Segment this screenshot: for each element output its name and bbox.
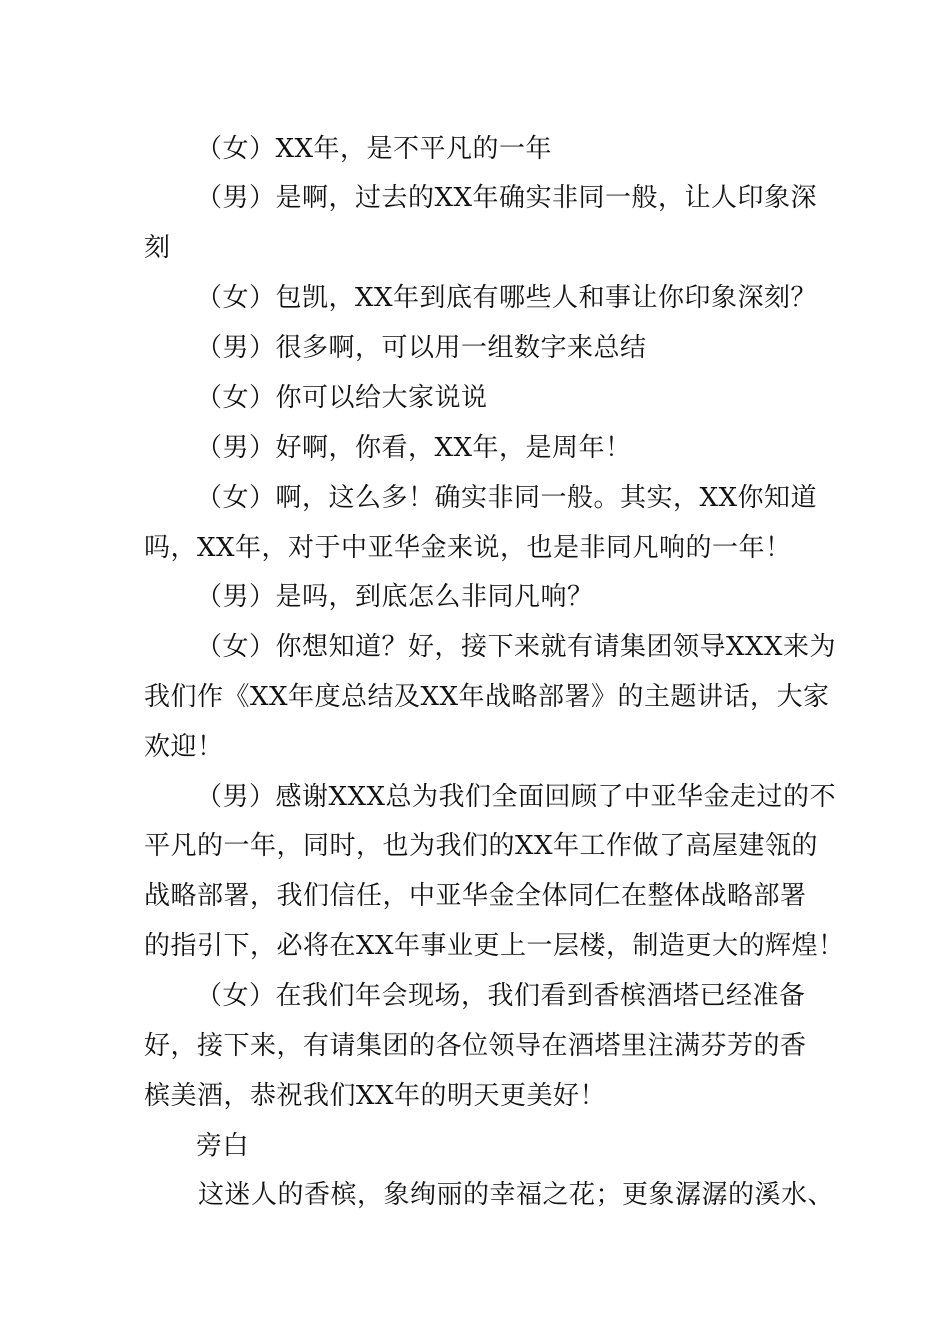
text-line: （男）是吗，到底怎么非同凡响？ [196, 582, 594, 612]
text-line: （女）啊，这么多！确实非同一般。其实，XX你知道 [196, 483, 818, 513]
text-line: （女）包凯，XX年到底有哪些人和事让你印象深刻？ [196, 283, 818, 313]
text-line: 平凡的一年，同时，也为我们的XX年工作做了高屋建瓴的 [144, 831, 819, 861]
text-line: 这迷人的香槟，象绚丽的幸福之花；更象潺潺的溪水、 [198, 1180, 835, 1210]
section-label-narration: 旁白 [196, 1131, 250, 1161]
text-line: （男）是啊，过去的XX年确实非同一般，让人印象深 [196, 183, 818, 213]
text-line: 的指引下，必将在XX年事业更上一层楼，制造更大的辉煌！ [144, 931, 845, 961]
text-line: （男）好啊，你看，XX年，是周年！ [196, 433, 632, 463]
text-line: 我们作《XX年度总结及XX年战略部署》的主题讲话，大家 [144, 682, 830, 712]
text-line: 吗，XX年，对于中亚华金来说，也是非同凡响的一年！ [144, 533, 792, 563]
text-line: （女）在我们年会现场，我们看到香槟酒塔已经准备 [196, 981, 806, 1011]
text-line: （女）你想知道？好，接下来就有请集团领导XXX来为 [196, 632, 837, 662]
text-line: 欢迎！ [144, 732, 224, 762]
text-line: 好，接下来，有请集团的各位领导在酒塔里注满芬芳的香 [144, 1031, 807, 1061]
text-line: 战略部署，我们信任，中亚华金全体同仁在整体战略部署 [144, 881, 807, 911]
text-line: （男）很多啊，可以用一组数字来总结 [196, 333, 647, 363]
text-line: （女）你可以给大家说说 [196, 383, 488, 413]
text-line: （男）感谢XXX总为我们全面回顾了中亚华金走过的不 [196, 782, 837, 812]
text-line: 槟美酒，恭祝我们XX年的明天更美好！ [144, 1081, 607, 1111]
text-line: （女）XX年，是不平凡的一年 [196, 134, 553, 164]
text-line: 刻 [144, 233, 171, 263]
